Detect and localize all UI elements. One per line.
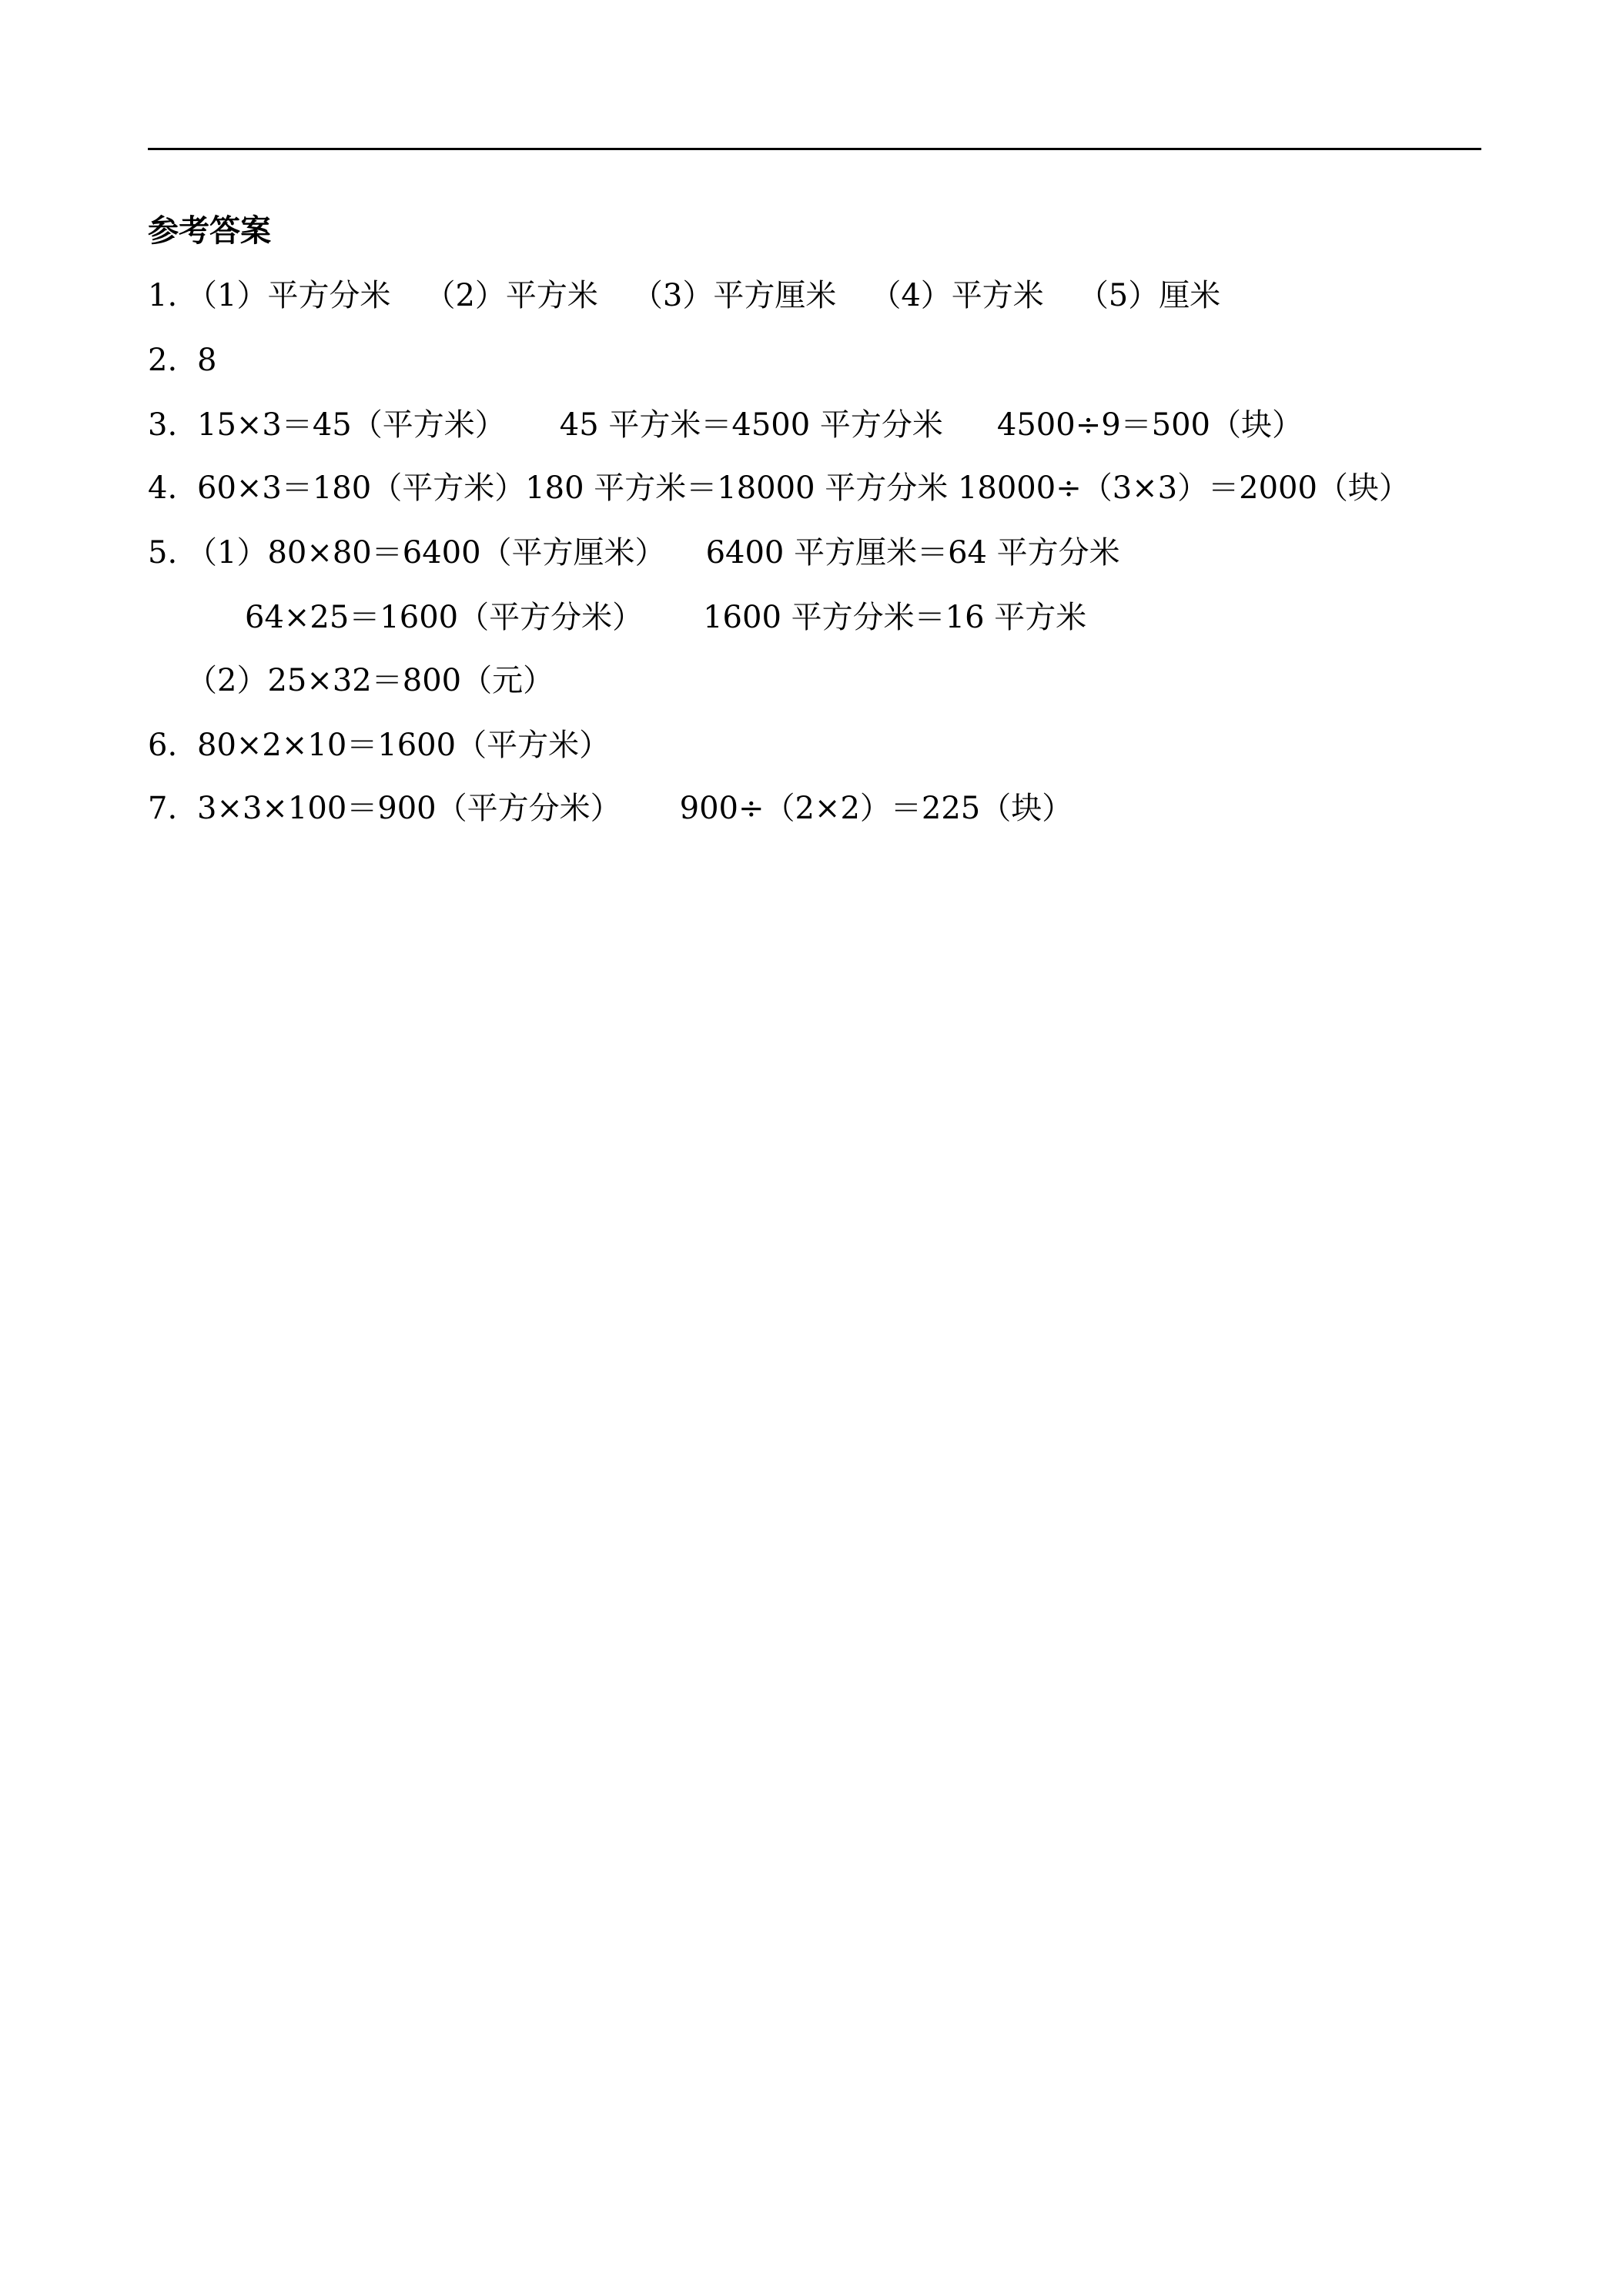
- answer-5-part-4: 1600 平方分米＝16 平方米: [703, 600, 1087, 635]
- answer-7-part-2: 900÷（2×2）＝225（块）: [679, 791, 1073, 826]
- answer-3: [148, 403, 1303, 447]
- answer-number: 4.: [148, 470, 178, 506]
- answer-number: 3.: [148, 407, 178, 443]
- answer-number: 5.: [148, 535, 178, 571]
- answer-5-line-2: [245, 596, 1086, 639]
- answer-2: [148, 339, 216, 382]
- answer-number: 1.: [148, 278, 178, 313]
- answer-4: [148, 467, 1410, 510]
- answer-2-text: 8: [197, 343, 217, 378]
- answer-5-part-2: 6400 平方厘米＝64 平方分米: [705, 535, 1120, 571]
- answer-5-line-1: [148, 531, 1120, 574]
- answer-1-part-1: （1）平方分米: [186, 278, 391, 313]
- answer-1: [148, 274, 1220, 317]
- answer-5-part-3: 64×25＝1600（平方分米）: [245, 600, 644, 635]
- answer-3-part-3: 4500÷9＝500（块）: [996, 407, 1303, 443]
- answer-6-text: 80×2×10＝1600（平方米）: [197, 728, 611, 763]
- answer-7-part-1: 3×3×100＝900（平方分米）: [197, 791, 621, 826]
- answer-1-part-4: （4）平方米: [870, 278, 1044, 313]
- answer-1-part-2: （2）平方米: [424, 278, 598, 313]
- answer-4-text: 60×3＝180（平方米）180 平方米＝18000 平方分米 18000÷（3×3）＝2000（块）: [197, 470, 1410, 506]
- answer-3-part-2: 45 平方米＝4500 平方分米: [559, 407, 943, 443]
- answer-7: [148, 787, 1073, 830]
- answer-1-part-5: （5）厘米: [1077, 278, 1221, 313]
- answer-key-heading: 参考答案: [148, 213, 271, 249]
- answer-number: 6.: [148, 728, 178, 763]
- answer-5-line-3: [186, 659, 554, 702]
- answer-1-part-3: （3）平方厘米: [631, 278, 837, 313]
- header-rule: [148, 148, 1481, 150]
- answer-number: 2.: [148, 343, 178, 378]
- answer-number: 7.: [148, 791, 178, 826]
- answer-5-part-5: （2）25×32＝800（元）: [186, 663, 554, 698]
- answer-3-part-1: 15×3＝45（平方米）: [197, 407, 506, 443]
- answer-6: [148, 724, 610, 767]
- answer-5-part-1: （1）80×80＝6400（平方厘米）: [186, 535, 666, 571]
